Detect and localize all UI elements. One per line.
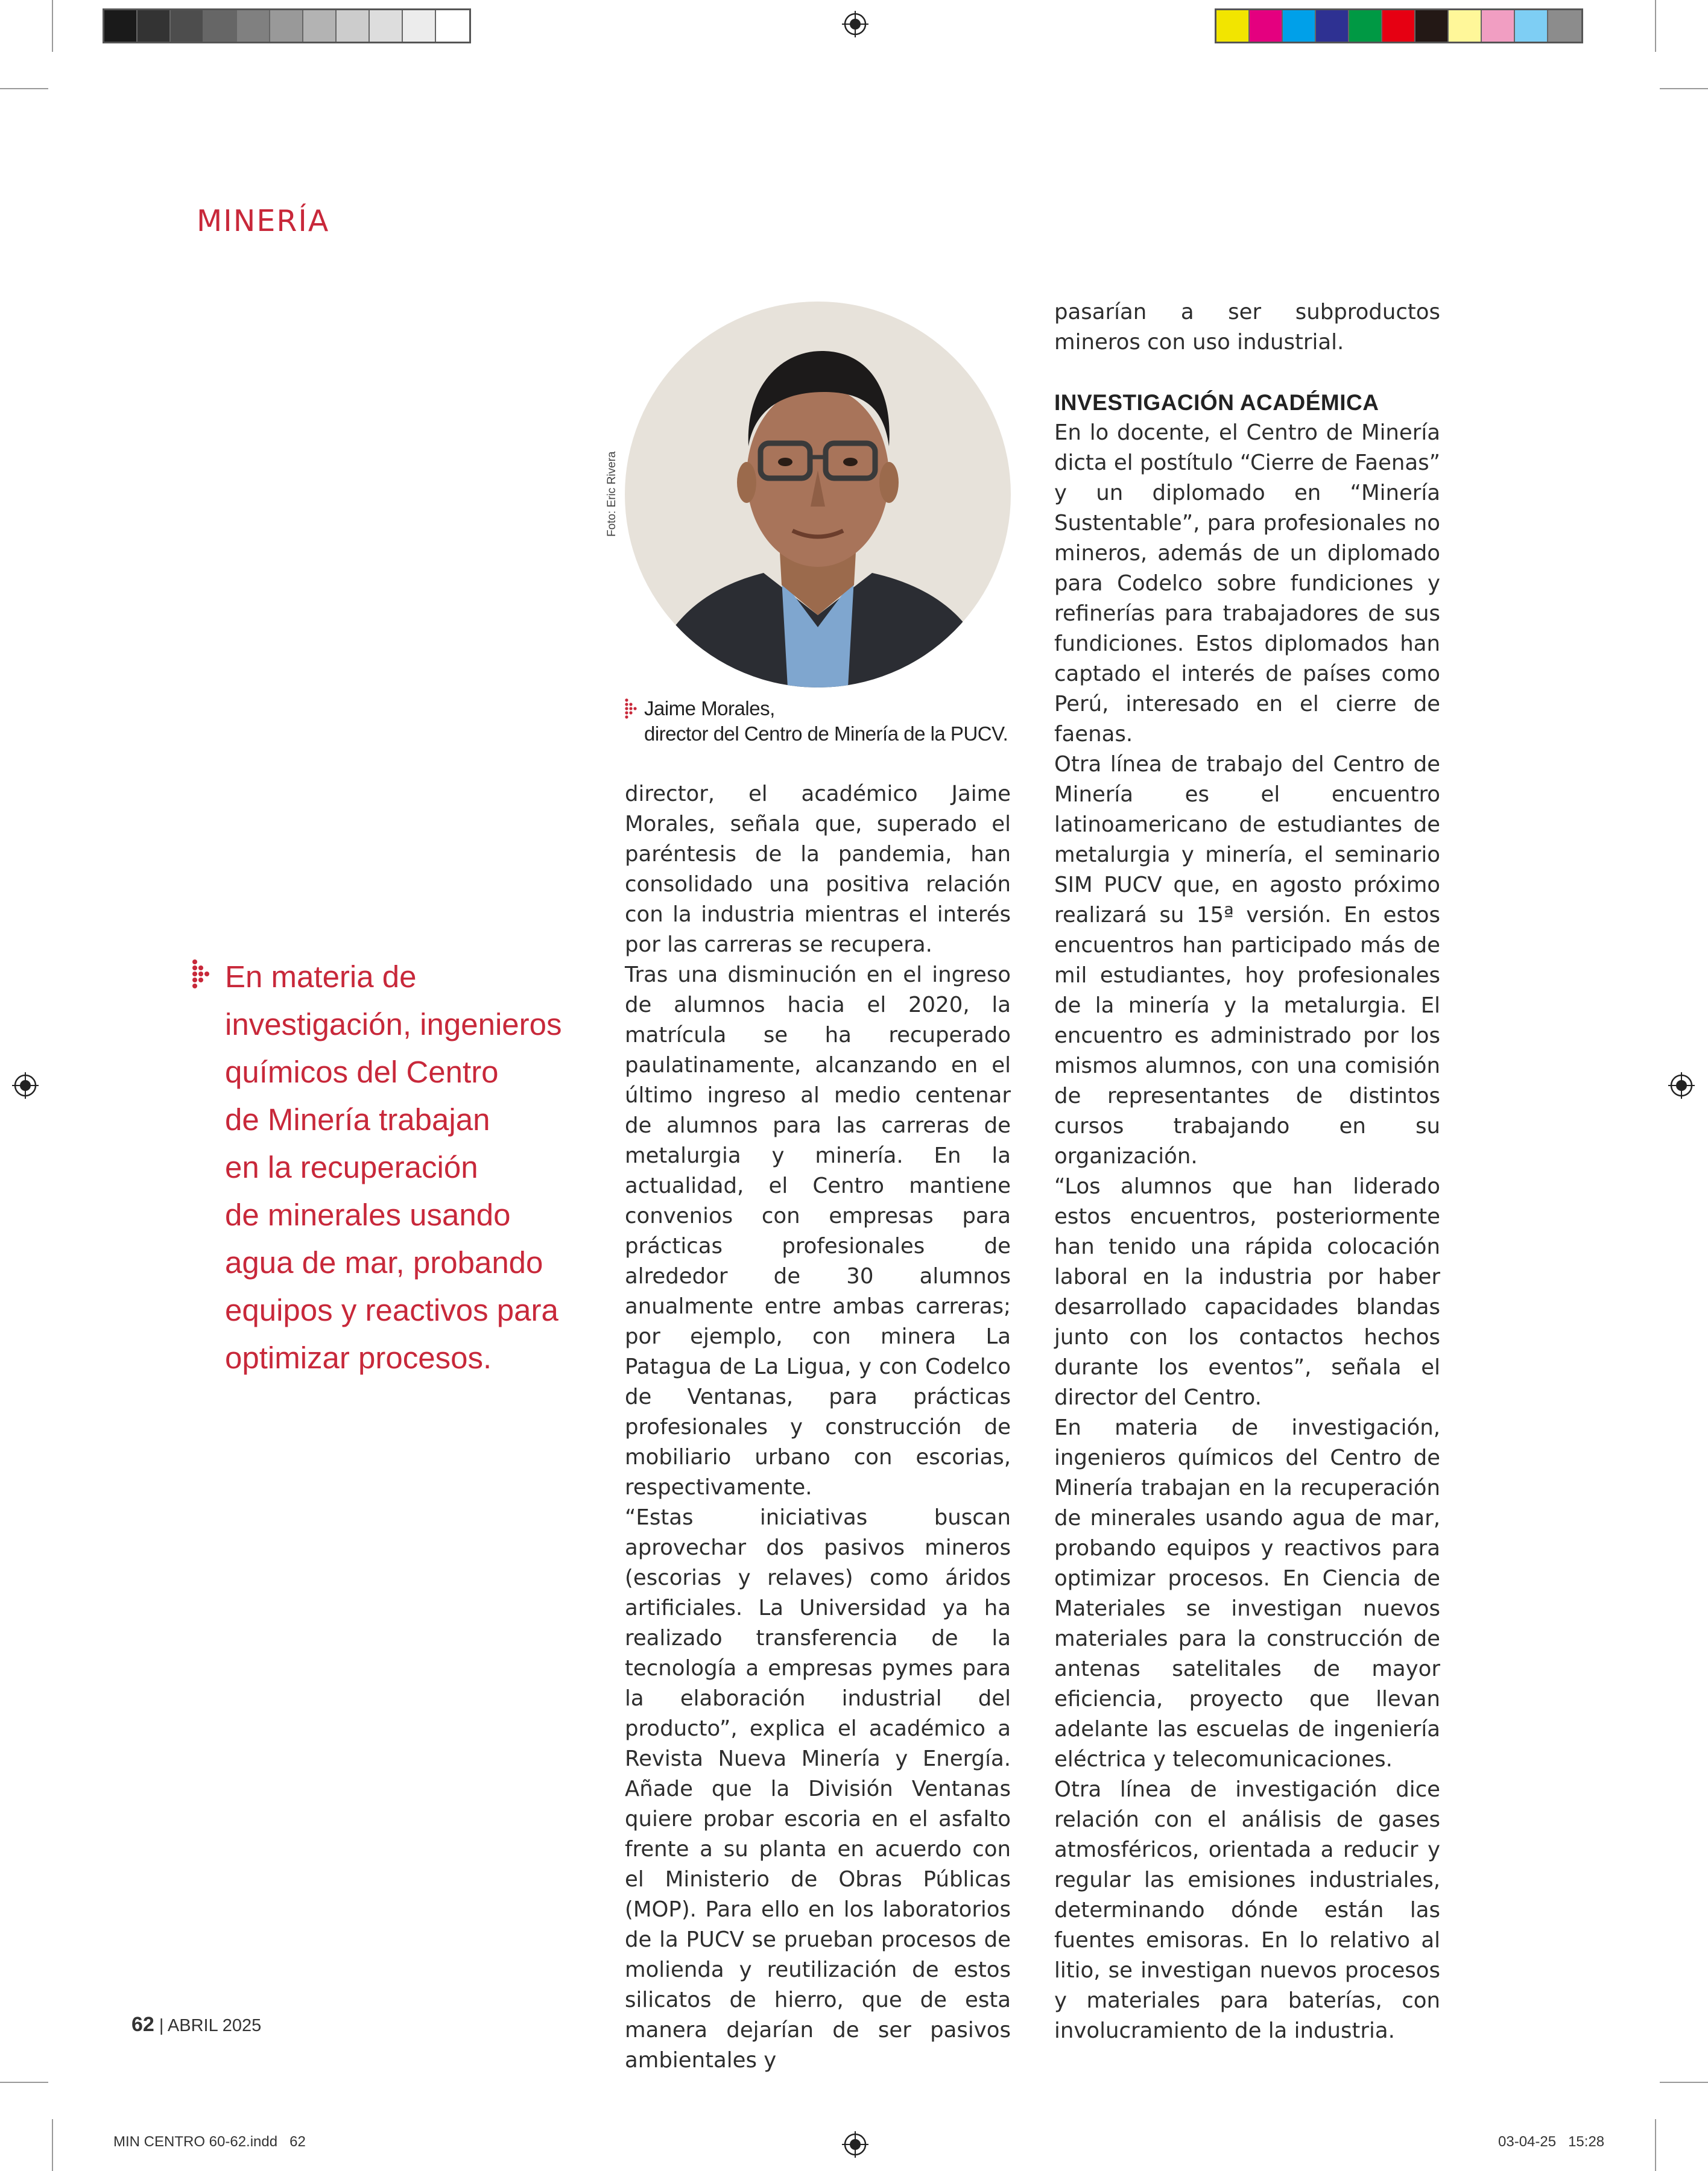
article-column-middle bbox=[625, 779, 1011, 2076]
registration-mark-icon bbox=[842, 11, 868, 37]
crop-mark bbox=[0, 2082, 48, 2083]
dot-triangle-icon bbox=[192, 959, 212, 990]
paragraph: director, el académico Jaime Morales, señala que, superado el paréntesis de la pandemia, han consolidado una positiva relación con la industria mientras el interés por las carreras se recupera. bbox=[625, 782, 1011, 957]
crop-mark bbox=[1655, 2119, 1656, 2171]
dot-triangle-icon bbox=[625, 698, 638, 720]
paragraph: “Estas iniciativas buscan aprovechar dos pasivos mineros (escorias y relaves) como áridos artificiales. La Universidad ya ha realizado transferencia de la tecnología a empresas pymes para la elaboración industrial del producto”, explica el académico a Revista Nueva Minería y Energía. Añade que la División Ventanas quiere probar escoria en el asfalto frente a su planta en acuerdo con el Ministerio de Obras Públicas (MOP). Para ello en los laboratorios de la PUCV se prueban procesos de molienda y reutilización de estos silicatos de hierro, que de esta manera dejarían de ser pasivos ambientales y bbox=[625, 1505, 1011, 2073]
color-swatch bbox=[204, 10, 237, 42]
pull-quote-line: de Minería trabajan bbox=[225, 1102, 490, 1137]
pull-quote-line: equipos y reactivos para bbox=[225, 1293, 558, 1327]
color-swatch bbox=[138, 10, 171, 42]
pull-quote-line: agua de mar, probando bbox=[225, 1245, 543, 1280]
color-swatch bbox=[270, 10, 303, 42]
color-swatch bbox=[1283, 10, 1316, 42]
pull-quote-line: químicos del Centro bbox=[225, 1055, 499, 1089]
crop-mark bbox=[1660, 88, 1708, 89]
registration-mark-icon bbox=[842, 2131, 868, 2158]
color-swatch bbox=[1415, 10, 1449, 42]
color-swatch bbox=[1316, 10, 1349, 42]
color-swatch bbox=[1548, 10, 1581, 42]
color-swatch bbox=[1482, 10, 1515, 42]
paragraph: En materia de investigación, ingenieros químicos del Centro de Minería trabajan en la recuperación de minerales usando agua de mar, probando equipos y reactivos para optimizar procesos. En Ciencia de Materiales se investigan nuevos materiales para la construcción de antenas satelitales de mayor eficiencia, proyecto que llevan adelante las escuelas de ingeniería eléctrica y telecomunicaciones. bbox=[1054, 1415, 1440, 1772]
paragraph: Otra línea de trabajo del Centro de Minería es el encuentro latinoamericano de estudiantes de metalurgia y minería, el seminario SIM PUCV que, en agosto próximo realizará su 15ª versión. En estos encuentros han participado más de mil estudiantes, hoy profesionales de la minería y la metalurgia. El encuentro es administrado por los mismos alumnos, con una comisión de representantes de distintos cursos trabajando en su organización. bbox=[1054, 752, 1440, 1169]
process-color-bar bbox=[1215, 8, 1583, 43]
photo-credit: Foto: Eric Rivera bbox=[606, 451, 618, 537]
registration-mark-icon bbox=[12, 1072, 39, 1099]
caption-role: director del Centro de Minería de la PUCV. bbox=[644, 722, 1008, 745]
color-swatch bbox=[1250, 10, 1283, 42]
color-swatch bbox=[370, 10, 403, 42]
issue-date: ABRIL 2025 bbox=[167, 2016, 262, 2035]
crop-mark bbox=[52, 2119, 53, 2171]
pull-quote-line: optimizar procesos. bbox=[225, 1341, 492, 1375]
portrait-illustration bbox=[625, 302, 1011, 687]
pull-quote-line: en la recuperación bbox=[225, 1150, 478, 1184]
paragraph: Tras una disminución en el ingreso de alumnos hacia el 2020, la matrícula se ha recuperado paulatinamente, alcanzando en el último ingreso al medio centenar de alumnos para las carreras de metalurgia y minería. En la actualidad, el Centro mantiene convenios con empresas para prácticas profesionales de alrededor de 30 alumnos anualmente entre ambas carreras; por ejemplo, con minera La Patagua de La Ligua, y con Codelco de Ventanas, para prácticas profesionales y construcción de mobiliario urbano con escorias, respectivamente. bbox=[625, 962, 1011, 1500]
caption-name: Jaime Morales, bbox=[644, 697, 775, 719]
color-swatch bbox=[104, 10, 138, 42]
color-swatch bbox=[171, 10, 204, 42]
crop-mark bbox=[52, 0, 53, 52]
photo-caption bbox=[625, 696, 1008, 747]
slug-date: 03-04-25 15:28 bbox=[1498, 2134, 1605, 2150]
pull-quote-line: En materia de bbox=[225, 959, 417, 994]
slug-file: MIN CENTRO 60-62.indd 62 bbox=[113, 2134, 306, 2150]
pull-quote-line: investigación, ingenieros bbox=[225, 1007, 562, 1041]
color-swatch bbox=[303, 10, 337, 42]
pull-quote-line: de minerales usando bbox=[225, 1198, 511, 1232]
article-column-right bbox=[1054, 297, 1440, 2046]
color-swatch bbox=[1515, 10, 1548, 42]
portrait-photo bbox=[625, 302, 1011, 687]
registration-mark-icon bbox=[1668, 1072, 1695, 1099]
color-swatch bbox=[403, 10, 436, 42]
color-swatch bbox=[1349, 10, 1382, 42]
color-swatch bbox=[436, 10, 469, 42]
section-label: MINERÍA bbox=[197, 204, 330, 238]
grayscale-color-bar bbox=[103, 8, 471, 43]
color-swatch bbox=[337, 10, 370, 42]
crop-mark bbox=[1660, 2082, 1708, 2083]
color-swatch bbox=[1216, 10, 1250, 42]
color-swatch bbox=[237, 10, 270, 42]
color-swatch bbox=[1449, 10, 1482, 42]
pull-quote-text bbox=[225, 953, 590, 1382]
crop-mark bbox=[0, 88, 48, 89]
page-folio bbox=[131, 2013, 261, 2037]
color-swatch bbox=[1382, 10, 1415, 42]
paragraph: Otra línea de investigación dice relación con el análisis de gases atmosféricos, orientada a reducir y regular las emisiones industriales, determinando dónde están las fuentes emisoras. En lo relativo al litio, se investigan nuevos procesos y materiales para baterías, con involucramiento de la industria. bbox=[1054, 1777, 1440, 2043]
page-number: 62 bbox=[131, 2013, 154, 2036]
section-heading: INVESTIGACIÓN ACADÉMICA bbox=[1054, 390, 1379, 415]
paragraph: pasarían a ser subproductos mineros con uso industrial. bbox=[1054, 300, 1440, 355]
paragraph: “Los alumnos que han liderado estos encuentros, posteriormente han tenido una rápida colocación laboral en la industria por haber desarrollado capacidades blandas junto con los contactos hechos durante los eventos”, señala el director del Centro. bbox=[1054, 1174, 1440, 1410]
pull-quote bbox=[192, 953, 590, 1382]
folio-separator: | bbox=[159, 2016, 164, 2035]
crop-mark bbox=[1655, 0, 1656, 52]
paragraph: En lo docente, el Centro de Minería dicta el postítulo “Cierre de Faenas” y un diplomado en “Minería Sustentable”, para profesionales no mineros, además de un diplomado para Codelco sobre fundiciones y refinerías para trabajadores de sus fundiciones. Estos diplomados han captado el interés de países como Perú, interesado en el cierre de faenas. bbox=[1054, 420, 1440, 747]
